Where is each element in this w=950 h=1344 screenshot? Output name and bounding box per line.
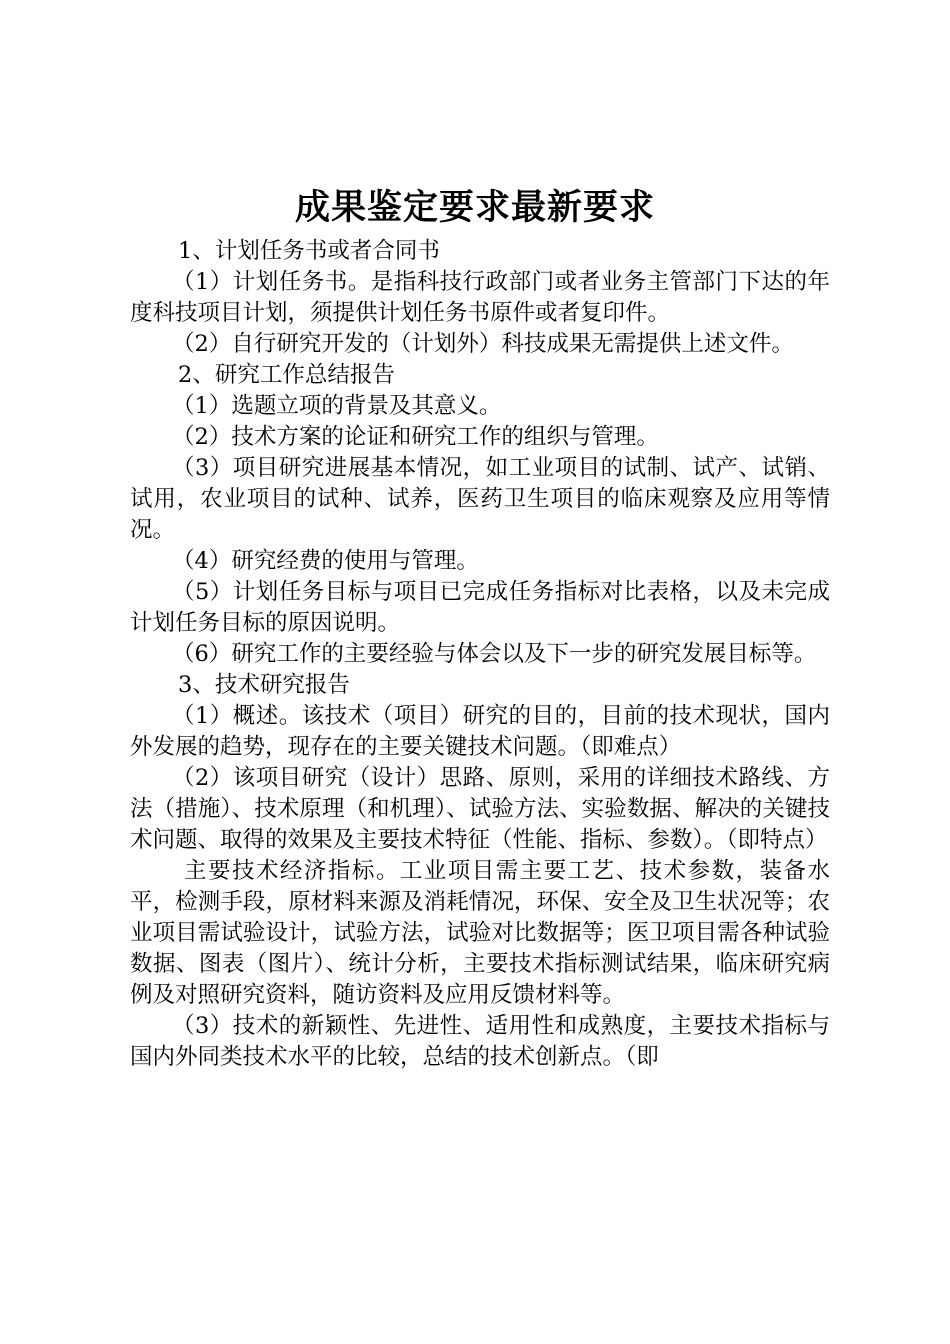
paragraph: （1）概述。该技术（项目）研究的目的，目前的技术现状，国内外发展的趋势，现存在的主要关键技术问题。（即难点）	[130, 703, 830, 760]
paragraph: 主要技术经济指标。工业项目需主要工艺、技术参数，装备水平，检测手段，原材料来源及消耗情况，环保、安全及卫生状况等；农业项目需试验设计，试验方法，试验对比数据等；医卫项目需各种试验数据、图表（图片）、统计分析，主要技术指标测试结果，临床研究病例及对照研究资料，随访资料及应用反馈材料等。	[130, 858, 830, 1008]
paragraph: （1）计划任务书。是指科技行政部门或者业务主管部门下达的年度科技项目计划，须提供计划任务书原件或者复印件。	[130, 269, 830, 326]
paragraph: （2）自行研究开发的（计划外）科技成果无需提供上述文件。	[172, 331, 794, 357]
document-body	[130, 236, 830, 1073]
paragraph: （3）项目研究进展基本情况，如工业项目的试制、试产、试销、试用，农业项目的试种、试养，医药卫生项目的临床观察及应用等情况。	[130, 455, 830, 543]
paragraph: （4）研究经费的使用与管理。	[172, 548, 479, 574]
paragraph: 3、技术研究报告	[178, 672, 350, 698]
paragraph: （2）技术方案的论证和研究工作的组织与管理。	[172, 424, 659, 450]
paragraph: （2）该项目研究（设计）思路、原则，采用的详细技术路线、方法（措施）、技术原理（和机理）、试验方法、实验数据、解决的关键技术问题、取得的效果及主要技术特征（性能、指标、参数）。（即特点）	[130, 765, 830, 853]
paragraph: （6）研究工作的主要经验与体会以及下一步的研究发展目标等。	[172, 641, 817, 667]
document-title: 成果鉴定要求最新要求	[294, 188, 655, 228]
paragraph: 1、计划任务书或者合同书	[178, 238, 440, 264]
paragraph: （3）技术的新颖性、先进性、适用性和成熟度，主要技术指标与国内外同类技术水平的比较，总结的技术创新点。（即	[130, 1013, 830, 1070]
paragraph: 2、研究工作总结报告	[178, 362, 395, 388]
paragraph: （5）计划任务目标与项目已完成任务指标对比表格，以及未完成计划任务目标的原因说明。	[130, 579, 830, 636]
paragraph: （1）选题立项的背景及其意义。	[172, 393, 502, 419]
